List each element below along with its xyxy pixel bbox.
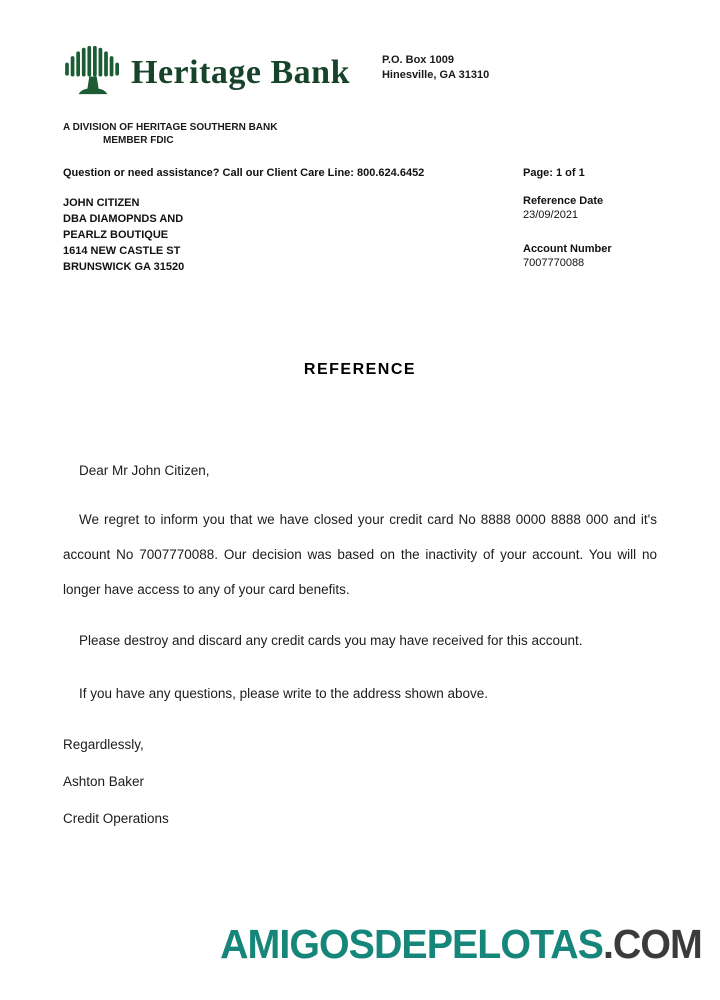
reference-date-group	[523, 195, 657, 221]
closing: Regardlessly,	[63, 737, 144, 752]
po-box: P.O. Box 1009	[381, 54, 454, 66]
address-line: BRUNSWICK GA 31520	[63, 261, 185, 273]
paragraph: We regret to inform you that we have closed your credit card No 8888 0000 8888 000 and it's account No 7007770088. Our decision was based on the inactivity of your account. You will no longer have access to any of your card benefits.	[63, 512, 657, 597]
signature-title: Credit Operations	[63, 811, 169, 826]
watermark-main: AMIGOSDEPELOTAS	[220, 921, 604, 967]
recipient-address	[63, 195, 184, 275]
address-line: JOHN CITIZEN	[63, 197, 140, 209]
watermark	[220, 921, 702, 968]
letter-title: REFERENCE	[303, 361, 417, 378]
city-state: Hinesville, GA 31310	[381, 69, 490, 81]
paragraph: Please destroy and discard any credit cards you may have received for this account.	[79, 633, 583, 648]
division-line: A DIVISION OF HERITAGE SOUTHERN BANK	[63, 122, 278, 133]
reference-date-value: 23/09/2021	[523, 209, 579, 221]
member-fdic: MEMBER FDIC	[103, 135, 174, 146]
address-line: 1614 NEW CASTLE ST	[63, 245, 181, 257]
contact-block	[382, 53, 489, 83]
reference-date-label: Reference Date	[523, 195, 604, 207]
bank-logo	[63, 44, 350, 101]
address-line: DBA DIAMOPNDS AND	[63, 213, 184, 225]
page-indicator: Page: 1 of 1	[523, 167, 585, 179]
watermark-suffix: .COM	[603, 921, 702, 967]
assistance-line: Question or need assistance? Call our Client Care Line: 800.624.6452	[63, 167, 425, 179]
signature-name: Ashton Baker	[63, 774, 145, 789]
account-number-value: 7007770088	[523, 257, 585, 269]
address-meta-row	[63, 195, 657, 275]
tree-icon	[63, 44, 123, 101]
address-line: PEARLZ BOUTIQUE	[63, 229, 169, 241]
assistance-row	[63, 167, 657, 179]
account-number-group	[523, 243, 657, 269]
salutation: Dear Mr John Citizen,	[79, 463, 210, 478]
bank-name: Heritage Bank	[131, 53, 350, 91]
meta-column	[523, 195, 657, 275]
paragraph: If you have any questions, please write to the address shown above.	[79, 686, 489, 701]
letterhead	[63, 44, 657, 101]
division-block	[63, 121, 657, 147]
account-number-label: Account Number	[523, 243, 612, 255]
